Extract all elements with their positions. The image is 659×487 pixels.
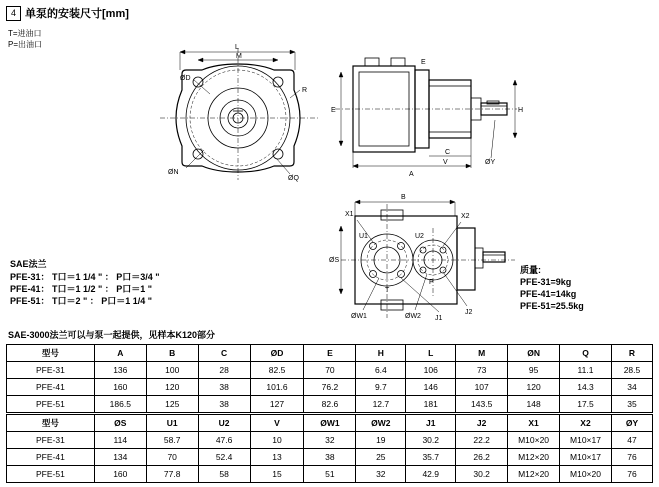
- table2-r1-c9: M12×20: [508, 449, 560, 466]
- table1-header-8: M: [456, 345, 508, 362]
- table2-header-9: X1: [508, 415, 560, 432]
- table-row: [7, 449, 653, 466]
- table1-header-3: C: [198, 345, 250, 362]
- table1-r1-c2: 120: [146, 379, 198, 396]
- table2-r2-c10: M10×20: [560, 466, 612, 483]
- weight-note: [520, 264, 584, 312]
- dimension-table-1: [6, 344, 653, 413]
- table2-header-5: ØW1: [304, 415, 356, 432]
- svg-text:U1: U1: [359, 233, 368, 240]
- table2-r1-c11: 76: [611, 449, 652, 466]
- table1-r0-c0: PFE-31: [7, 362, 95, 379]
- table1-header-6: H: [356, 345, 406, 362]
- svg-text:X1: X1: [345, 211, 354, 218]
- table1-header-1: A: [94, 345, 146, 362]
- table2-r1-c1: 134: [94, 449, 146, 466]
- table2-header-2: U1: [146, 415, 198, 432]
- table1-r0-c6: 6.4: [356, 362, 406, 379]
- table2-r0-c11: 47: [611, 432, 652, 449]
- table2-r2-c3: 58: [198, 466, 250, 483]
- weight-note-row-2: PFE-51=25.5kg: [520, 301, 584, 311]
- table1-r2-c0: PFE-51: [7, 396, 95, 413]
- table2-r0-c4: 10: [250, 432, 304, 449]
- table2-r1-c6: 25: [356, 449, 406, 466]
- table1-r1-c4: 101.6: [250, 379, 304, 396]
- table-row: [7, 466, 653, 483]
- table2-r2-c4: 15: [250, 466, 304, 483]
- table1-r2-c1: 186.5: [94, 396, 146, 413]
- table1-header-9: ØN: [508, 345, 560, 362]
- table2-r0-c0: PFE-31: [7, 432, 95, 449]
- svg-text:J2: J2: [465, 309, 473, 316]
- sae-note-title: SAE法兰: [10, 259, 47, 269]
- port-legend-line1: T=进油口: [8, 29, 42, 38]
- table1-r1-c9: 120: [508, 379, 560, 396]
- table2-header-1: ØS: [94, 415, 146, 432]
- table2-r1-c2: 70: [146, 449, 198, 466]
- svg-text:V: V: [443, 159, 448, 166]
- table2-r2-c5: 51: [304, 466, 356, 483]
- table1-r1-c8: 107: [456, 379, 508, 396]
- table2-r2-c7: 42.9: [406, 466, 456, 483]
- weight-note-title: 质量:: [520, 265, 541, 275]
- table-header-row: [7, 345, 653, 362]
- table2-r0-c7: 30.2: [406, 432, 456, 449]
- table1-r0-c8: 73: [456, 362, 508, 379]
- table2-r2-c0: PFE-51: [7, 466, 95, 483]
- table1-r2-c7: 181: [406, 396, 456, 413]
- table1-r2-c5: 82.6: [304, 396, 356, 413]
- table1-r1-c7: 146: [406, 379, 456, 396]
- svg-text:ØS: ØS: [329, 257, 340, 264]
- table2-r0-c2: 58.7: [146, 432, 198, 449]
- svg-text:A: A: [409, 171, 414, 178]
- table2-r1-c3: 52.4: [198, 449, 250, 466]
- table1-r2-c8: 143.5: [456, 396, 508, 413]
- table2-r1-c5: 38: [304, 449, 356, 466]
- table2-r0-c3: 47.6: [198, 432, 250, 449]
- table2-r0-c6: 19: [356, 432, 406, 449]
- table2-r0-c8: 22.2: [456, 432, 508, 449]
- table2-r1-c0: PFE-41: [7, 449, 95, 466]
- svg-text:R: R: [302, 87, 308, 94]
- table1-header-10: Q: [560, 345, 612, 362]
- table1-r1-c6: 9.7: [356, 379, 406, 396]
- table1-header-4: ØD: [250, 345, 304, 362]
- table2-header-3: U2: [198, 415, 250, 432]
- svg-text:ØW2: ØW2: [405, 313, 421, 320]
- section-number: 4: [6, 6, 21, 21]
- table-header-row: [7, 415, 653, 432]
- k120-note: SAE-3000法兰可以与泵一起提供，见样本K120部分: [8, 330, 216, 340]
- table1-r0-c11: 28.5: [611, 362, 652, 379]
- table1-r1-c1: 160: [94, 379, 146, 396]
- table1-r0-c7: 106: [406, 362, 456, 379]
- port-legend-line2: P=出油口: [8, 40, 43, 49]
- svg-text:E: E: [421, 59, 426, 66]
- table2-r2-c8: 30.2: [456, 466, 508, 483]
- port-legend: [8, 28, 42, 50]
- svg-text:C: C: [445, 149, 451, 156]
- svg-text:ØD: ØD: [180, 75, 191, 82]
- table-row: [7, 432, 653, 449]
- table2-r0-c10: M10×17: [560, 432, 612, 449]
- table1-r0-c1: 136: [94, 362, 146, 379]
- table2-header-0: 型号: [7, 415, 95, 432]
- bottom-view-drawing: [315, 186, 530, 326]
- table2-r1-c4: 13: [250, 449, 304, 466]
- table2-r2-c11: 76: [611, 466, 652, 483]
- side-view-drawing: [325, 46, 525, 181]
- svg-text:E: E: [331, 107, 336, 114]
- table1-header-0: 型号: [7, 345, 95, 362]
- table1-r2-c6: 12.7: [356, 396, 406, 413]
- svg-text:ØY: ØY: [485, 159, 496, 166]
- table1-r0-c5: 70: [304, 362, 356, 379]
- table2-header-11: ØY: [611, 415, 652, 432]
- table2-r0-c1: 114: [94, 432, 146, 449]
- table1-r0-c10: 11.1: [560, 362, 612, 379]
- table1-r1-c3: 38: [198, 379, 250, 396]
- table1-r1-c10: 14.3: [560, 379, 612, 396]
- table-row: [7, 379, 653, 396]
- table2-header-4: V: [250, 415, 304, 432]
- page-header: [6, 5, 129, 21]
- table2-r2-c1: 160: [94, 466, 146, 483]
- table2-r0-c9: M10×20: [508, 432, 560, 449]
- page-title: 单泵的安装尺寸[mm]: [25, 8, 129, 20]
- table2-r1-c7: 35.7: [406, 449, 456, 466]
- svg-text:T: T: [385, 287, 390, 294]
- table2-header-6: ØW2: [356, 415, 406, 432]
- table1-r0-c9: 95: [508, 362, 560, 379]
- table1-header-5: E: [304, 345, 356, 362]
- table1-r2-c2: 125: [146, 396, 198, 413]
- dimension-table-2: [6, 414, 653, 483]
- svg-text:J1: J1: [435, 315, 443, 322]
- table1-r1-c5: 76.2: [304, 379, 356, 396]
- svg-text:U2: U2: [415, 233, 424, 240]
- table2-r2-c2: 77.8: [146, 466, 198, 483]
- table2-r2-c9: M12×20: [508, 466, 560, 483]
- table1-r2-c10: 17.5: [560, 396, 612, 413]
- sae-flange-note: [10, 258, 160, 307]
- table1-r2-c9: 148: [508, 396, 560, 413]
- table2-r1-c10: M10×17: [560, 449, 612, 466]
- table1-r2-c11: 35: [611, 396, 652, 413]
- table2-header-10: X2: [560, 415, 612, 432]
- table-row: [7, 362, 653, 379]
- svg-text:ØQ: ØQ: [288, 175, 299, 182]
- table1-r2-c3: 38: [198, 396, 250, 413]
- table2-r2-c6: 32: [356, 466, 406, 483]
- table2-r0-c5: 32: [304, 432, 356, 449]
- sae-note-row-2: PFE-51： T口＝2 " ： P口＝1 1/4 ": [10, 296, 153, 306]
- table-row: [7, 396, 653, 413]
- table2-header-8: J2: [456, 415, 508, 432]
- svg-text:P: P: [429, 279, 434, 286]
- svg-text:X2: X2: [461, 213, 470, 220]
- weight-note-row-0: PFE-31=9kg: [520, 277, 572, 287]
- svg-text:L: L: [235, 44, 239, 51]
- table1-r0-c2: 100: [146, 362, 198, 379]
- svg-text:H: H: [518, 107, 524, 114]
- svg-text:ØN: ØN: [168, 169, 179, 176]
- table1-r0-c4: 82.5: [250, 362, 304, 379]
- sae-note-row-1: PFE-41： T口＝1 1/2 " ： P口＝1 ": [10, 284, 153, 294]
- table1-r1-c11: 34: [611, 379, 652, 396]
- table1-header-2: B: [146, 345, 198, 362]
- table1-r2-c4: 127: [250, 396, 304, 413]
- svg-text:ØW1: ØW1: [351, 313, 367, 320]
- table1-r1-c0: PFE-41: [7, 379, 95, 396]
- table2-header-7: J1: [406, 415, 456, 432]
- sae-note-row-0: PFE-31： T口＝1 1/4 " ： P口＝3/4 ": [10, 272, 160, 282]
- table1-header-11: R: [611, 345, 652, 362]
- svg-text:M: M: [236, 53, 242, 60]
- weight-note-row-1: PFE-41=14kg: [520, 289, 577, 299]
- table1-r0-c3: 28: [198, 362, 250, 379]
- front-view-drawing: [150, 32, 330, 182]
- table1-header-7: L: [406, 345, 456, 362]
- svg-text:B: B: [401, 194, 406, 201]
- table2-r1-c8: 26.2: [456, 449, 508, 466]
